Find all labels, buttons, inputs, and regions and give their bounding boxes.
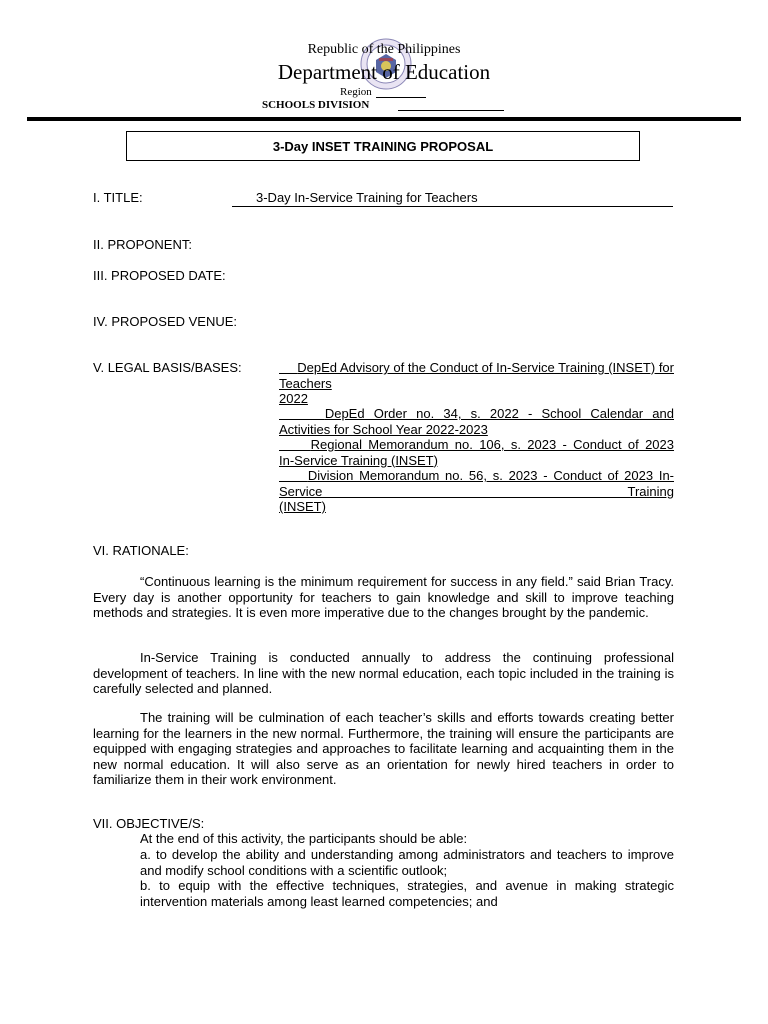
rationale-paragraph [93, 574, 674, 621]
rationale-heading: VI. RATIONALE: [93, 543, 189, 558]
objective-item: b. to equip with the effective techniques, strategies, and avenue in making strategic intervention materials among least learned competencies; and [140, 878, 674, 909]
rationale-text: The training will be culmination of each teacher’s skills and efforts towards creating better learning for the learners in the new normal. Furthermore, the training will ensure the participants are equipped with engaging strategies and approaches to facilitate learning and acquainting them in the new normal education. It will also serve as an orientation for newly hired teachers in order to familiarize them in their work environment. [93, 710, 674, 787]
objectives-heading: VII. OBJECTIVE/S: [93, 816, 205, 831]
legal-basis-text: Division Memorandum no. 56, s. 2023 - Conduct of 2023 In-Service Training [279, 468, 674, 499]
department-heading: Department of Education [277, 60, 491, 84]
document-title-box [126, 131, 640, 161]
region-label: Region [340, 86, 372, 98]
legal-basis-text: DepEd Order no. 34, s. 2022 - School Calendar and [324, 406, 674, 421]
legal-basis-text: Regional Memorandum no. 106, s. 2023 - Conduct of 2023 [310, 437, 675, 452]
legal-basis-label: V. LEGAL BASIS/BASES: [93, 360, 242, 375]
legal-basis-item [279, 406, 674, 437]
document-title: 3-Day INSET TRAINING PROPOSAL [272, 139, 494, 154]
region-blank-line [376, 97, 426, 98]
legal-basis-text: 2022 [279, 391, 308, 406]
legal-basis-item [279, 437, 674, 468]
division-label: SCHOOLS DIVISION [262, 99, 370, 111]
rationale-paragraph [93, 650, 674, 697]
legal-basis-line [279, 422, 674, 438]
title-label: I. TITLE: [93, 190, 143, 205]
legal-basis-text: In-Service Training (INSET) [279, 452, 438, 468]
legal-basis-line [279, 468, 674, 499]
objectives-intro: At the end of this activity, the participants should be able: [140, 831, 468, 846]
objective-item: a. to develop the ability and understanding among administrators and teachers to improve and modify school conditions with a scientific outlook; [140, 847, 674, 878]
proposed-date-label: III. PROPOSED DATE: [93, 268, 226, 283]
legal-basis-item [279, 468, 674, 515]
legal-basis-text: DepEd Advisory of the Conduct of In-Service Training (INSET) for Teachers [279, 360, 674, 391]
rationale-text: In-Service Training is conducted annually to address the continuing professional development of teachers. In line with the new normal education, each topic included in the training is carefully selected and planned. [93, 650, 674, 696]
legal-basis-line [279, 499, 566, 515]
legal-basis-text: Activities for School Year 2022-2023 [279, 421, 488, 437]
header-rule [27, 117, 741, 121]
title-value: 3-Day In-Service Training for Teachers [232, 190, 673, 207]
legal-basis-line [279, 406, 674, 422]
legal-basis-line [279, 391, 539, 407]
rationale-paragraph [93, 710, 674, 788]
legal-basis-item [279, 360, 674, 407]
legal-basis-line [279, 437, 674, 453]
rationale-text: “Continuous learning is the minimum requirement for success in any field.” said Brian Tracy. Every day is another opportunity for teachers to gain knowledge and skill to improve teaching methods and strategies. It is even more imperative due to the changes brought by the pandemic. [93, 574, 674, 620]
division-blank-line [398, 110, 504, 111]
proponent-label: II. PROPONENT: [93, 237, 192, 252]
legal-basis-line [279, 453, 453, 469]
republic-heading: Republic of the Philippines [307, 42, 461, 57]
legal-basis-text: (INSET) [279, 499, 326, 514]
legal-basis-line [279, 360, 674, 391]
proposed-venue-label: IV. PROPOSED VENUE: [93, 314, 238, 329]
